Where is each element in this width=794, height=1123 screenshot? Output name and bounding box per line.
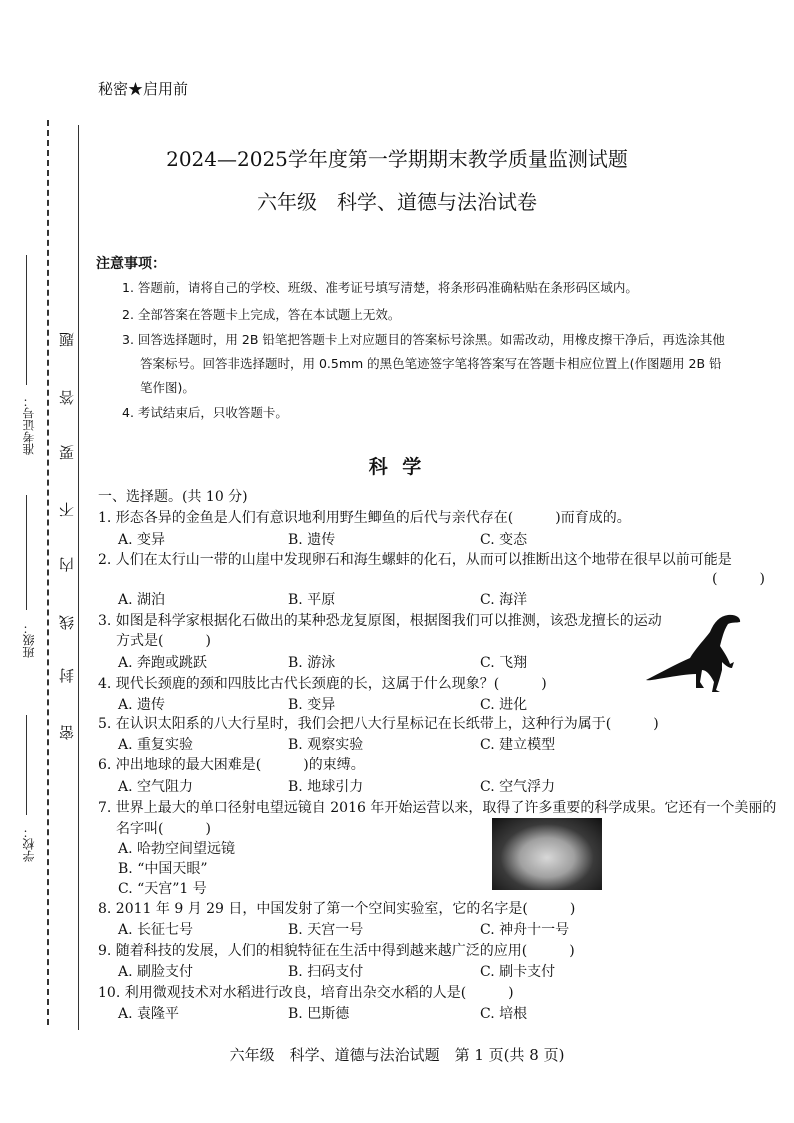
- question-1: 1. 形态各异的金鱼是人们有意识地利用野生鲫鱼的后代与亲代存在( )而育成的。: [98, 510, 631, 526]
- page-footer: 六年级 科学、道德与法治试题 第 1 页(共 8 页): [229, 1046, 565, 1064]
- option-b: B. 平原: [288, 592, 336, 608]
- question-3: 3. 如图是科学家根据化石做出的某种恐龙复原图，根据图我们可以推测，该恐龙擅长的运动: [98, 613, 662, 629]
- option-b: B. 巴斯德: [288, 1006, 350, 1022]
- exam-title: 2024—2025学年度第一学期期末教学质量监测试题: [166, 147, 628, 171]
- exam-subtitle: 六年级 科学、道德与法治试卷: [257, 190, 537, 214]
- seal-char: 不: [58, 502, 76, 517]
- question-5: 5. 在认识太阳系的八大行星时，我们会把八大行星标记在长纸带上，这种行为属于( ): [98, 716, 659, 732]
- confidential-mark: 秘密★启用前: [98, 80, 189, 98]
- question-6: 6. 冲出地球的最大困难是( )的束缚。: [98, 757, 365, 773]
- telescope-photo: [492, 818, 602, 890]
- answer-paren: ( ): [712, 571, 765, 587]
- option-c: C. 建立模型: [480, 737, 556, 753]
- option-b: B. 观察实验: [288, 737, 364, 753]
- class-label: 班级：: [22, 622, 36, 658]
- option-c: C. 进化: [480, 697, 528, 713]
- notice-heading: 注意事项：: [96, 256, 166, 272]
- exam-number-label: 准考证号：: [22, 395, 36, 455]
- seal-char: 密: [58, 725, 76, 740]
- option-a: A. 重复实验: [118, 737, 194, 753]
- class-blank: [26, 495, 27, 610]
- seal-char: 线: [58, 615, 76, 630]
- seal-line-dashed: [47, 120, 49, 1025]
- option-b: B. 遗传: [288, 532, 336, 548]
- option-a: A. 变异: [118, 532, 166, 548]
- option-c: C. 神舟十一号: [480, 922, 570, 938]
- option-a: A. 刷脸支付: [118, 964, 194, 980]
- seal-char: 答: [58, 390, 76, 405]
- seal-char: 内: [58, 557, 76, 572]
- dinosaur-figure: [644, 612, 744, 694]
- option-c: C. 飞翔: [480, 655, 528, 671]
- section-title-science: 科 学: [368, 456, 426, 478]
- option-a: A. 湖泊: [118, 592, 166, 608]
- question-4: 4. 现代长颈鹿的颈和四肢比古代长颈鹿的长，这属于什么现象？( ): [98, 676, 547, 692]
- question-9: 9. 随着科技的发展，人们的相貌特征在生活中得到越来越广泛的应用( ): [98, 943, 575, 959]
- option-a: A. 哈勃空间望远镜: [118, 841, 236, 857]
- option-b: B. 地球引力: [288, 779, 364, 795]
- question-7: 7. 世界上最大的单口径射电望远镜自 2016 年开始运营以来，取得了许多重要的科学成果。它还有一个美丽的: [98, 800, 777, 816]
- notice-line: 4. 考试结束后，只收答题卡。: [122, 405, 288, 420]
- option-b: B. 游泳: [288, 655, 336, 671]
- option-c: C. 空气浮力: [480, 779, 556, 795]
- option-c: C. “天宫”1 号: [118, 881, 207, 897]
- seal-char: 题: [58, 332, 76, 347]
- question-3-cont: 方式是( ): [116, 633, 211, 649]
- seal-char: 封: [58, 668, 76, 683]
- option-c: C. 海洋: [480, 592, 528, 608]
- option-a: A. 遗传: [118, 697, 166, 713]
- option-a: A. 奔跑或跳跃: [118, 655, 208, 671]
- question-2: 2. 人们在太行山一带的山崖中发现卵石和海生螺蚌的化石，从而可以推断出这个地带在很早以前可能是: [98, 552, 732, 568]
- school-label: 学校：: [22, 826, 36, 862]
- option-b: B. “中国天眼”: [118, 861, 208, 877]
- school-blank: [26, 715, 27, 815]
- option-a: A. 空气阻力: [118, 779, 194, 795]
- option-b: B. 变异: [288, 697, 336, 713]
- option-a: A. 袁隆平: [118, 1006, 180, 1022]
- question-8: 8. 2011 年 9 月 29 日，中国发射了第一个空间实验室，它的名字是( ): [98, 901, 576, 917]
- seal-line-solid: [78, 125, 79, 1030]
- question-7-cont: 名字叫( ): [116, 821, 211, 837]
- notice-line: 答案标号。回答非选择题时，用 0.5mm 的黑色笔迹签字笔将答案写在答题卡相应位置上(作图题用 2B 铅: [140, 356, 722, 371]
- option-a: A. 长征七号: [118, 922, 194, 938]
- notice-line: 2. 全部答案在答题卡上完成，答在本试题上无效。: [122, 307, 401, 322]
- option-c: C. 培根: [480, 1006, 528, 1022]
- option-c: C. 变态: [480, 532, 528, 548]
- option-b: B. 天宫一号: [288, 922, 364, 938]
- option-b: B. 扫码支付: [288, 964, 364, 980]
- option-c: C. 刷卡支付: [480, 964, 556, 980]
- exam-number-blank: [26, 255, 27, 385]
- section-heading: 一、选择题。(共 10 分): [98, 489, 248, 505]
- notice-line: 笔作图)。: [140, 380, 195, 395]
- seal-char: 要: [58, 445, 76, 460]
- notice-line: 1. 答题前，请将自己的学校、班级、准考证号填写清楚，将条形码准确粘贴在条形码区域内。: [122, 280, 638, 295]
- notice-line: 3. 回答选择题时，用 2B 铅笔把答题卡上对应题目的答案标号涂黑。如需改动，用橡皮擦干净后，再选涂其他: [122, 332, 725, 347]
- question-10: 10. 利用微观技术对水稻进行改良，培育出杂交水稻的人是( ): [98, 985, 514, 1001]
